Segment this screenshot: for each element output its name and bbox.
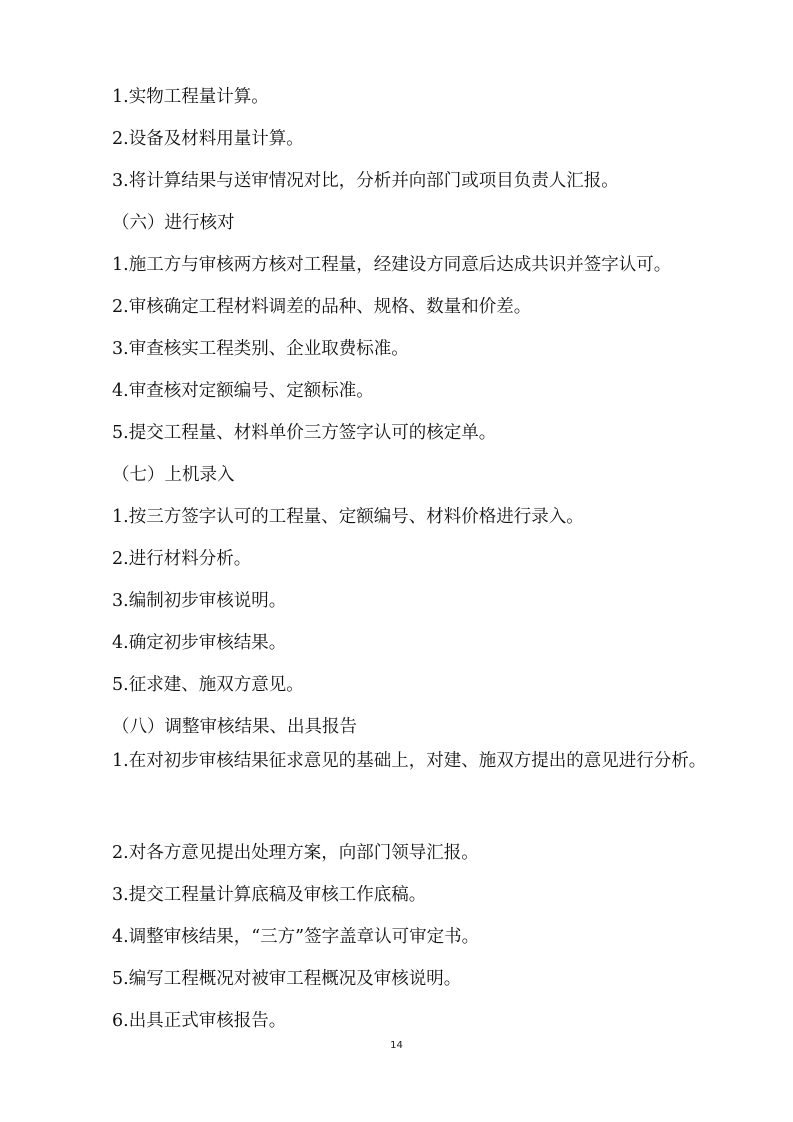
page-number: 14 [390, 1040, 403, 1051]
list-item: 4.确定初步审核结果。 [112, 633, 287, 653]
list-item: 3.将计算结果与送审情况对比，分析并向部门或项目负责人汇报。 [112, 171, 619, 191]
list-item: 1.施工方与审核两方核对工程量，经建设方同意后达成共识并签字认可。 [112, 255, 672, 275]
list-item: 5.提交工程量、材料单价三方签字认可的核定单。 [112, 423, 497, 443]
list-item: 5.编写工程概况对被审工程概况及审核说明。 [112, 969, 462, 989]
list-item: 3.提交工程量计算底稿及审核工作底稿。 [112, 885, 427, 905]
list-item: 6.出具正式审核报告。 [112, 1011, 287, 1031]
list-item: 1.在对初步审核结果征求意见的基础上，对建、施双方提出的意见进行分析。 [112, 751, 707, 771]
list-item: 4.审查核对定额编号、定额标准。 [112, 381, 374, 401]
list-item: 5.征求建、施双方意见。 [112, 675, 304, 695]
list-item: 3.编制初步审核说明。 [112, 591, 287, 611]
list-item: 2.进行材料分析。 [112, 549, 252, 569]
list-item: 4.调整审核结果，“三方”签字盖章认可审定书。 [112, 927, 480, 947]
list-item: 2.对各方意见提出处理方案，向部门领导汇报。 [112, 843, 479, 863]
list-item: 3.审查核实工程类别、企业取费标准。 [112, 339, 409, 359]
list-item: 2.审核确定工程材料调差的品种、规格、数量和价差。 [112, 297, 532, 317]
section-heading: （七）上机录入 [112, 465, 235, 485]
list-item: 2.设备及材料用量计算。 [112, 129, 304, 149]
section-heading: （八）调整审核结果、出具报告 [112, 717, 357, 737]
list-item: 1.按三方签字认可的工程量、定额编号、材料价格进行录入。 [112, 507, 584, 527]
list-item: 1.实物工程量计算。 [112, 87, 269, 107]
section-heading: （六）进行核对 [112, 213, 235, 233]
